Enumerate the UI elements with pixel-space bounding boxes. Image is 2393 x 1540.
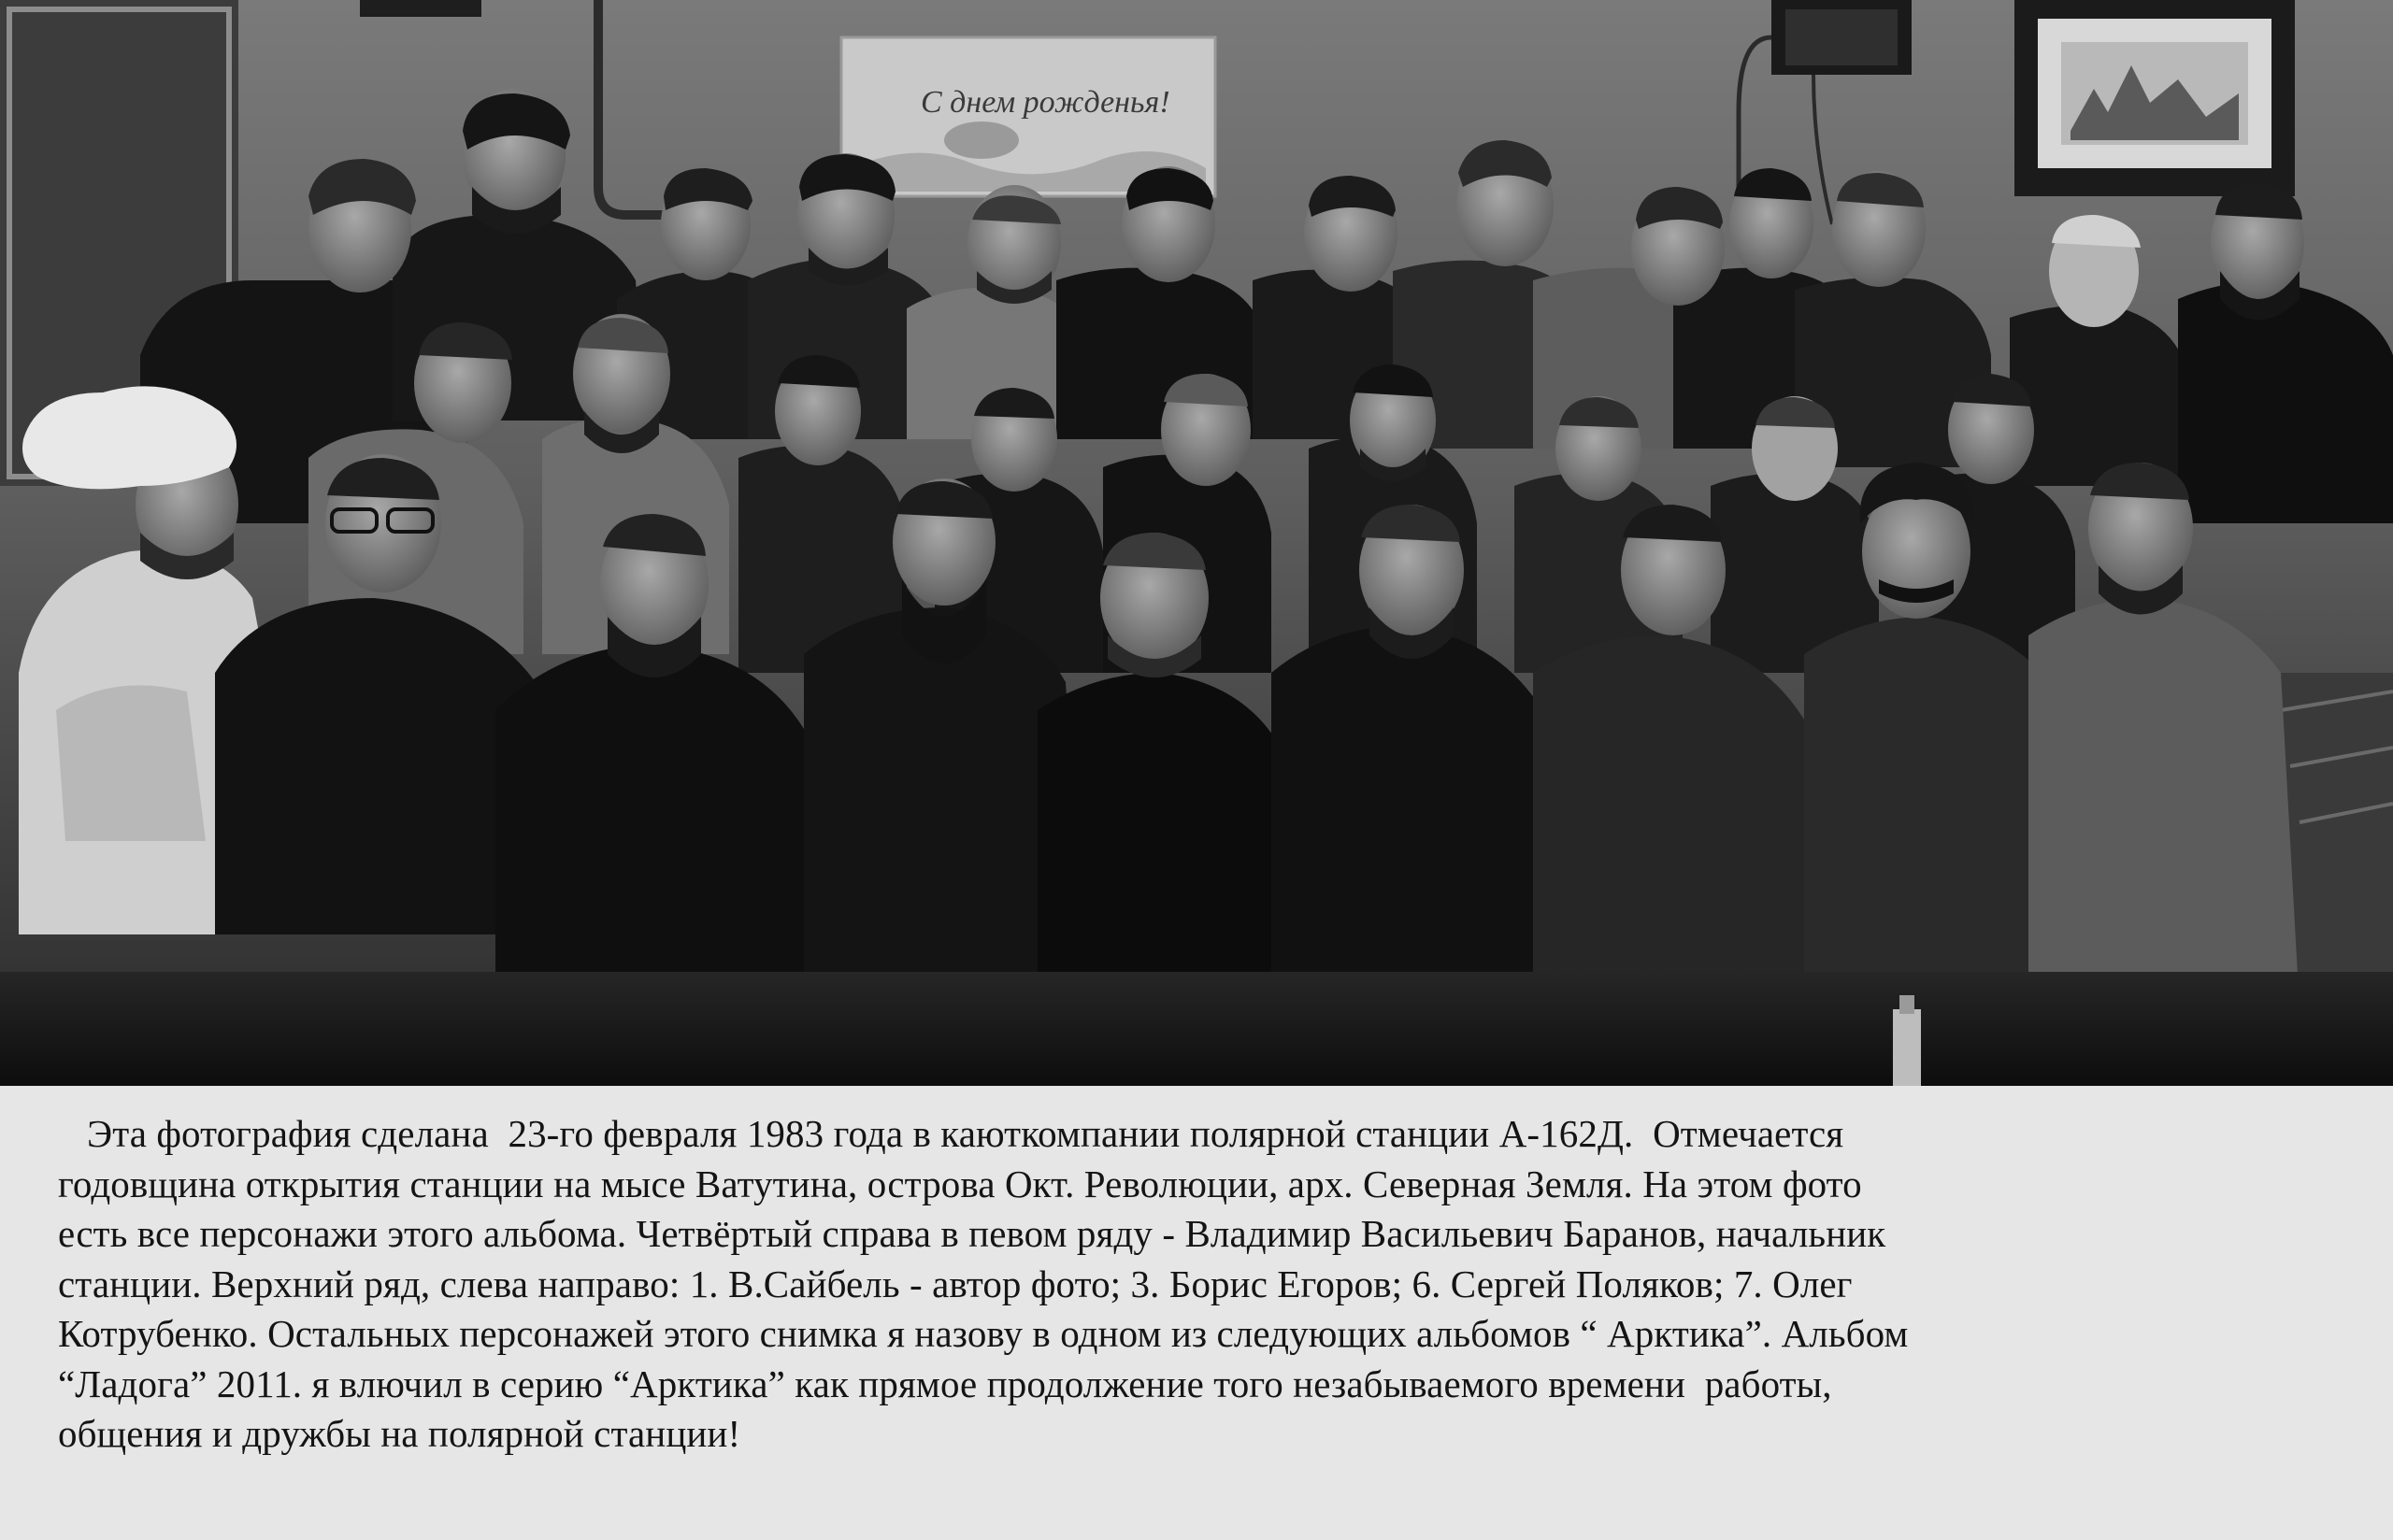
bottle xyxy=(1893,1009,1921,1086)
caption-line: Эта фотография сделана 23-го февраля 1983 года в каюткомпании полярной станции А-162Д. Отмечается xyxy=(58,1112,1844,1155)
framed-picture xyxy=(2014,0,2295,196)
floor-shadow xyxy=(0,972,2393,1086)
caption-line: общения и дружбы на полярной станции! xyxy=(58,1412,741,1455)
caption-line: станции. Верхний ряд, слева направо: 1. В.Сайбель - автор фото; 3. Борис Егоров; 6. Сергей Поляков; 7. Олег xyxy=(58,1262,1853,1305)
caption-line: есть все персонажи этого альбома. Четвёртый справа в певом ряду - Владимир Васильевич Баранов, начальник xyxy=(58,1212,1886,1255)
caption-line: Котрубенко. Остальных персонажей этого снимка я назову в одном из следующих альбомов “ Арктика”. Альбом xyxy=(58,1312,1909,1355)
poster-text: С днем рожденья! xyxy=(921,85,1170,120)
photo-caption xyxy=(0,1086,2393,1540)
caption-line: “Ладога” 2011. я влючил в серию “Арктика” как прямое продолжение того незабываемого времени работы, xyxy=(58,1362,1832,1405)
caption-line: годовщина открытия станции на мысе Ватутина, острова Окт. Революции, арх. Северная Земля. На этом фото xyxy=(58,1162,1862,1205)
